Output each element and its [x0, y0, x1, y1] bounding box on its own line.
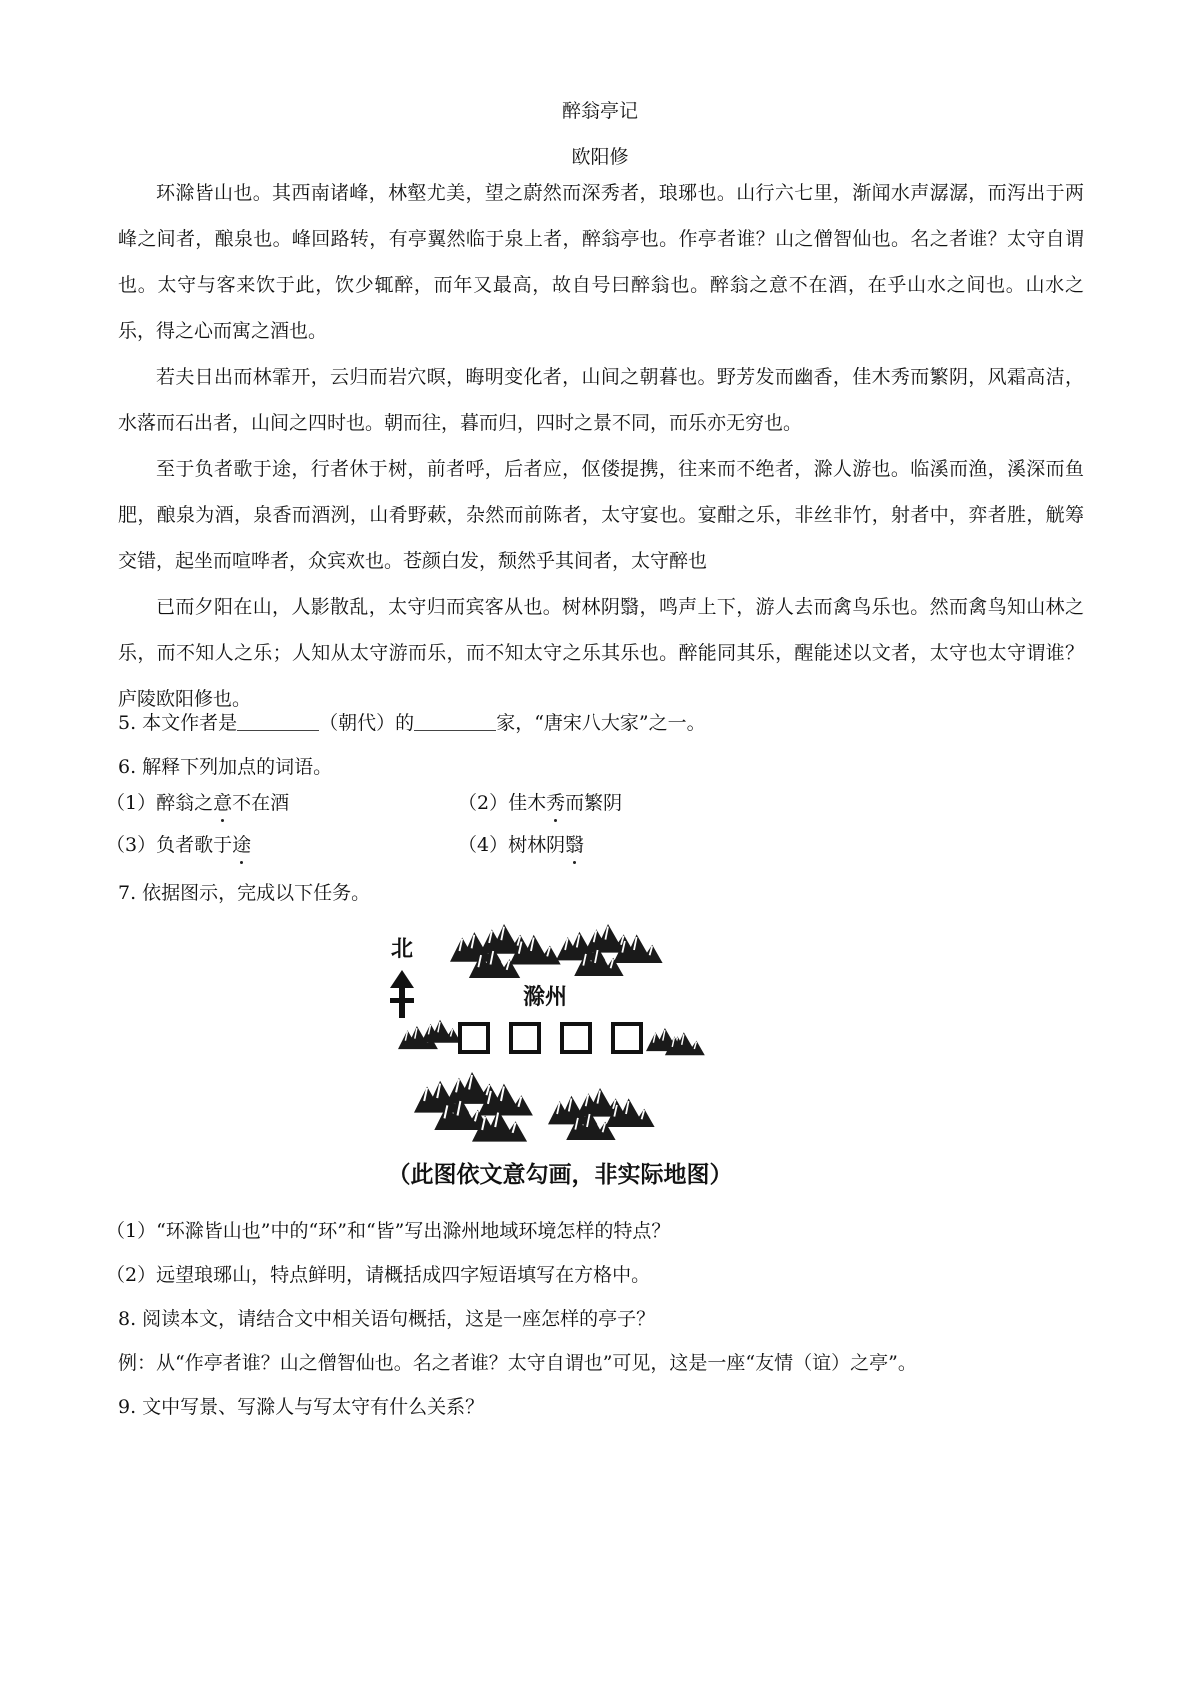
mountain-range-north-west-icon	[450, 924, 561, 978]
question-6-item-1: （1）醉翁之意不在酒	[106, 792, 290, 814]
question-5-text-a: 5. 本文作者是	[118, 712, 238, 734]
question-7-sub-1: （1）“环滁皆山也”中的“环”和“皆”写出滁州地域环境怎样的特点？	[106, 1220, 671, 1242]
answer-box-3[interactable]	[562, 1024, 590, 1052]
answer-box-1[interactable]	[460, 1024, 488, 1052]
question-5	[118, 708, 706, 735]
mountain-range-north-east-icon	[556, 924, 663, 976]
question-6-item-2: （2）佳木秀而繁阴	[458, 792, 623, 814]
mountain-range-east-icon	[646, 1028, 705, 1055]
question-8-stem: 8. 阅读本文，请结合文中相关语句概括，这是一座怎样的亭子？	[118, 1308, 656, 1330]
question-6-item-3: （3）负者歌于途	[106, 834, 252, 856]
question-6-stem: 6. 解释下列加点的词语。	[118, 756, 333, 778]
paragraph-2: 若夫日出而林霏开，云归而岩穴暝，晦明变化者，山间之朝暮也。野芳发而幽香，佳木秀而繁阴，风霜高洁，水落而石出者，山间之四时也。朝而往，暮而归，四时之景不同，而乐亦无穷也。	[118, 366, 1084, 434]
dotted-word: 秀	[546, 792, 566, 814]
question-5-text-b: （朝代）的	[319, 712, 415, 734]
question-6-item-4: （4）树林阴翳	[458, 834, 585, 856]
question-9-stem: 9. 文中写景、写滁人与写太守有什么关系？	[118, 1396, 485, 1418]
profession-blank[interactable]	[414, 710, 496, 731]
paragraph-1: 环滁皆山也。其西南诸峰，林壑尤美，望之蔚然而深秀者，琅琊也。山行六七里，渐闻水声潺潺，而泻出于两峰之间者，酿泉也。峰回路转，有亭翼然临于泉上者，醉翁亭也。作亭者谁？山之僧智仙也。名之者谁？太守自谓也。太守与客来饮于此，饮少辄醉，而年又最高，故自号曰醉翁也。醉翁之意不在酒，在乎山水之间也。山水之乐，得之心而寓之酒也。	[118, 182, 1084, 342]
essay-body	[118, 170, 1084, 722]
essay-title: 醉翁亭记	[561, 100, 638, 122]
answer-box-4[interactable]	[613, 1024, 641, 1052]
chuzhou-map	[380, 918, 780, 1200]
mountain-range-west-icon	[398, 1020, 461, 1049]
dynasty-blank[interactable]	[237, 710, 319, 731]
answer-box-2[interactable]	[511, 1024, 539, 1052]
question-7-stem: 7. 依据图示，完成以下任务。	[118, 882, 371, 904]
paragraph-3: 至于负者歌于途，行者休于树，前者呼，后者应，伛偻提携，往来而不绝者，滁人游也。临溪而渔，溪深而鱼肥，酿泉为酒，泉香而酒洌，山肴野蔌，杂然而前陈者，太守宴也。宴酣之乐，非丝非竹，射者中，弈者胜，觥筹交错，起坐而喧哗者，众宾欢也。苍颜白发，颓然乎其间者，太守醉也	[118, 458, 1084, 572]
question-8-example: 例：从“作亭者谁？山之僧智仙也。名之者谁？太守自谓也”可见，这是一座“友情（谊）之亭”。	[118, 1352, 917, 1374]
essay-author: 欧阳修	[571, 146, 629, 168]
north-label: 北	[390, 937, 414, 962]
place-label: 滁州	[522, 985, 568, 1010]
question-7-sub-2: （2）远望琅琊山，特点鲜明，请概括成四字短语填写在方格中。	[106, 1264, 651, 1286]
north-arrow-icon	[390, 970, 414, 1018]
mountain-range-south-icon	[548, 1088, 655, 1140]
paragraph-4: 已而夕阳在山，人影散乱，太守归而宾客从也。树林阴翳，鸣声上下，游人去而禽鸟乐也。然而禽鸟知山林之乐，而不知人之乐；人知从太守游而乐，而不知太守之乐其乐也。醉能同其乐，醒能述以文者，太守也太守谓谁？庐陵欧阳修也。	[118, 596, 1084, 710]
dotted-word: 翳	[565, 834, 585, 856]
dotted-word: 途	[232, 834, 252, 856]
dotted-word: 意	[213, 792, 233, 814]
question-5-text-c: 家，“唐宋八大家”之一。	[496, 712, 706, 734]
map-caption: （此图依文意勾画，非实际地图）	[387, 1162, 733, 1188]
mountain-range-south-west-icon	[414, 1072, 533, 1142]
